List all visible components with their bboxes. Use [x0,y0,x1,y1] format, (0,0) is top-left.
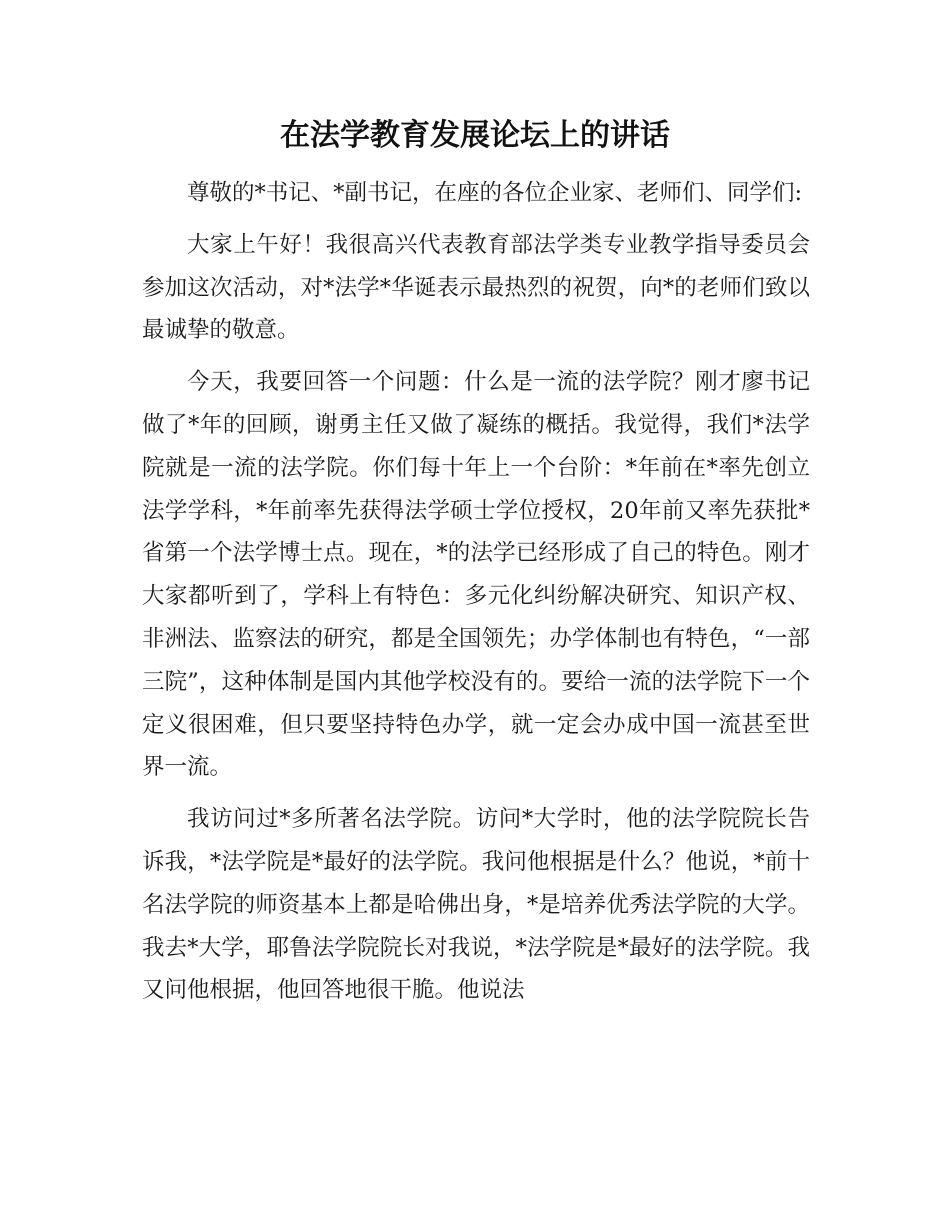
paragraph-greeting: 大家上午好！我很高兴代表教育部法学类专业教学指导委员会参加这次活动，对*法学*华诞表示最热烈的祝贺，向*的老师们致以最诚挚的敬意。 [142,231,810,344]
paragraph-visits: 我访问过*多所著名法学院。访问*大学时，他的法学院院长告诉我，*法学院是*最好的法学院。我问他根据是什么？他说，*前十名法学院的师资基本上都是哈佛出身，*是培养优秀法学院的大学。我去*大学，耶鲁法学院院长对我说，*法学院是*最好的法学院。我又问他根据，他回答地很干脆。他说法 [142,806,810,1004]
paragraph-salutation: 尊敬的*书记、*副书记，在座的各位企业家、老师们、同学们: [187,180,803,206]
paragraph-first-class-law-school: 今天，我要回答一个问题：什么是一流的法学院？刚才廖书记做了*年的回顾，谢勇主任又做了凝练的概括。我觉得，我们*法学院就是一流的法学院。你们每十年上一个台阶：*年前在*率先创立法学学科，*年前率先获得法学硕士学位授权，20年前又率先获批*省第一个法学博士点。现在，*的法学已经形成了自己的特色。刚才大家都听到了，学科上有特色：多元化纠纷解决研究、知识产权、非洲法、监察法的研究，都是全国领先；办学体制也有特色，“一部三院”，这种体制是国内其他学校没有的。要给一流的法学院下一个定义很困难，但只要坚持特色办学，就一定会办成中国一流甚至世界一流。 [142,369,810,781]
document-title: 在法学教育发展论坛上的讲话 [280,118,670,153]
document-body [142,172,810,1021]
